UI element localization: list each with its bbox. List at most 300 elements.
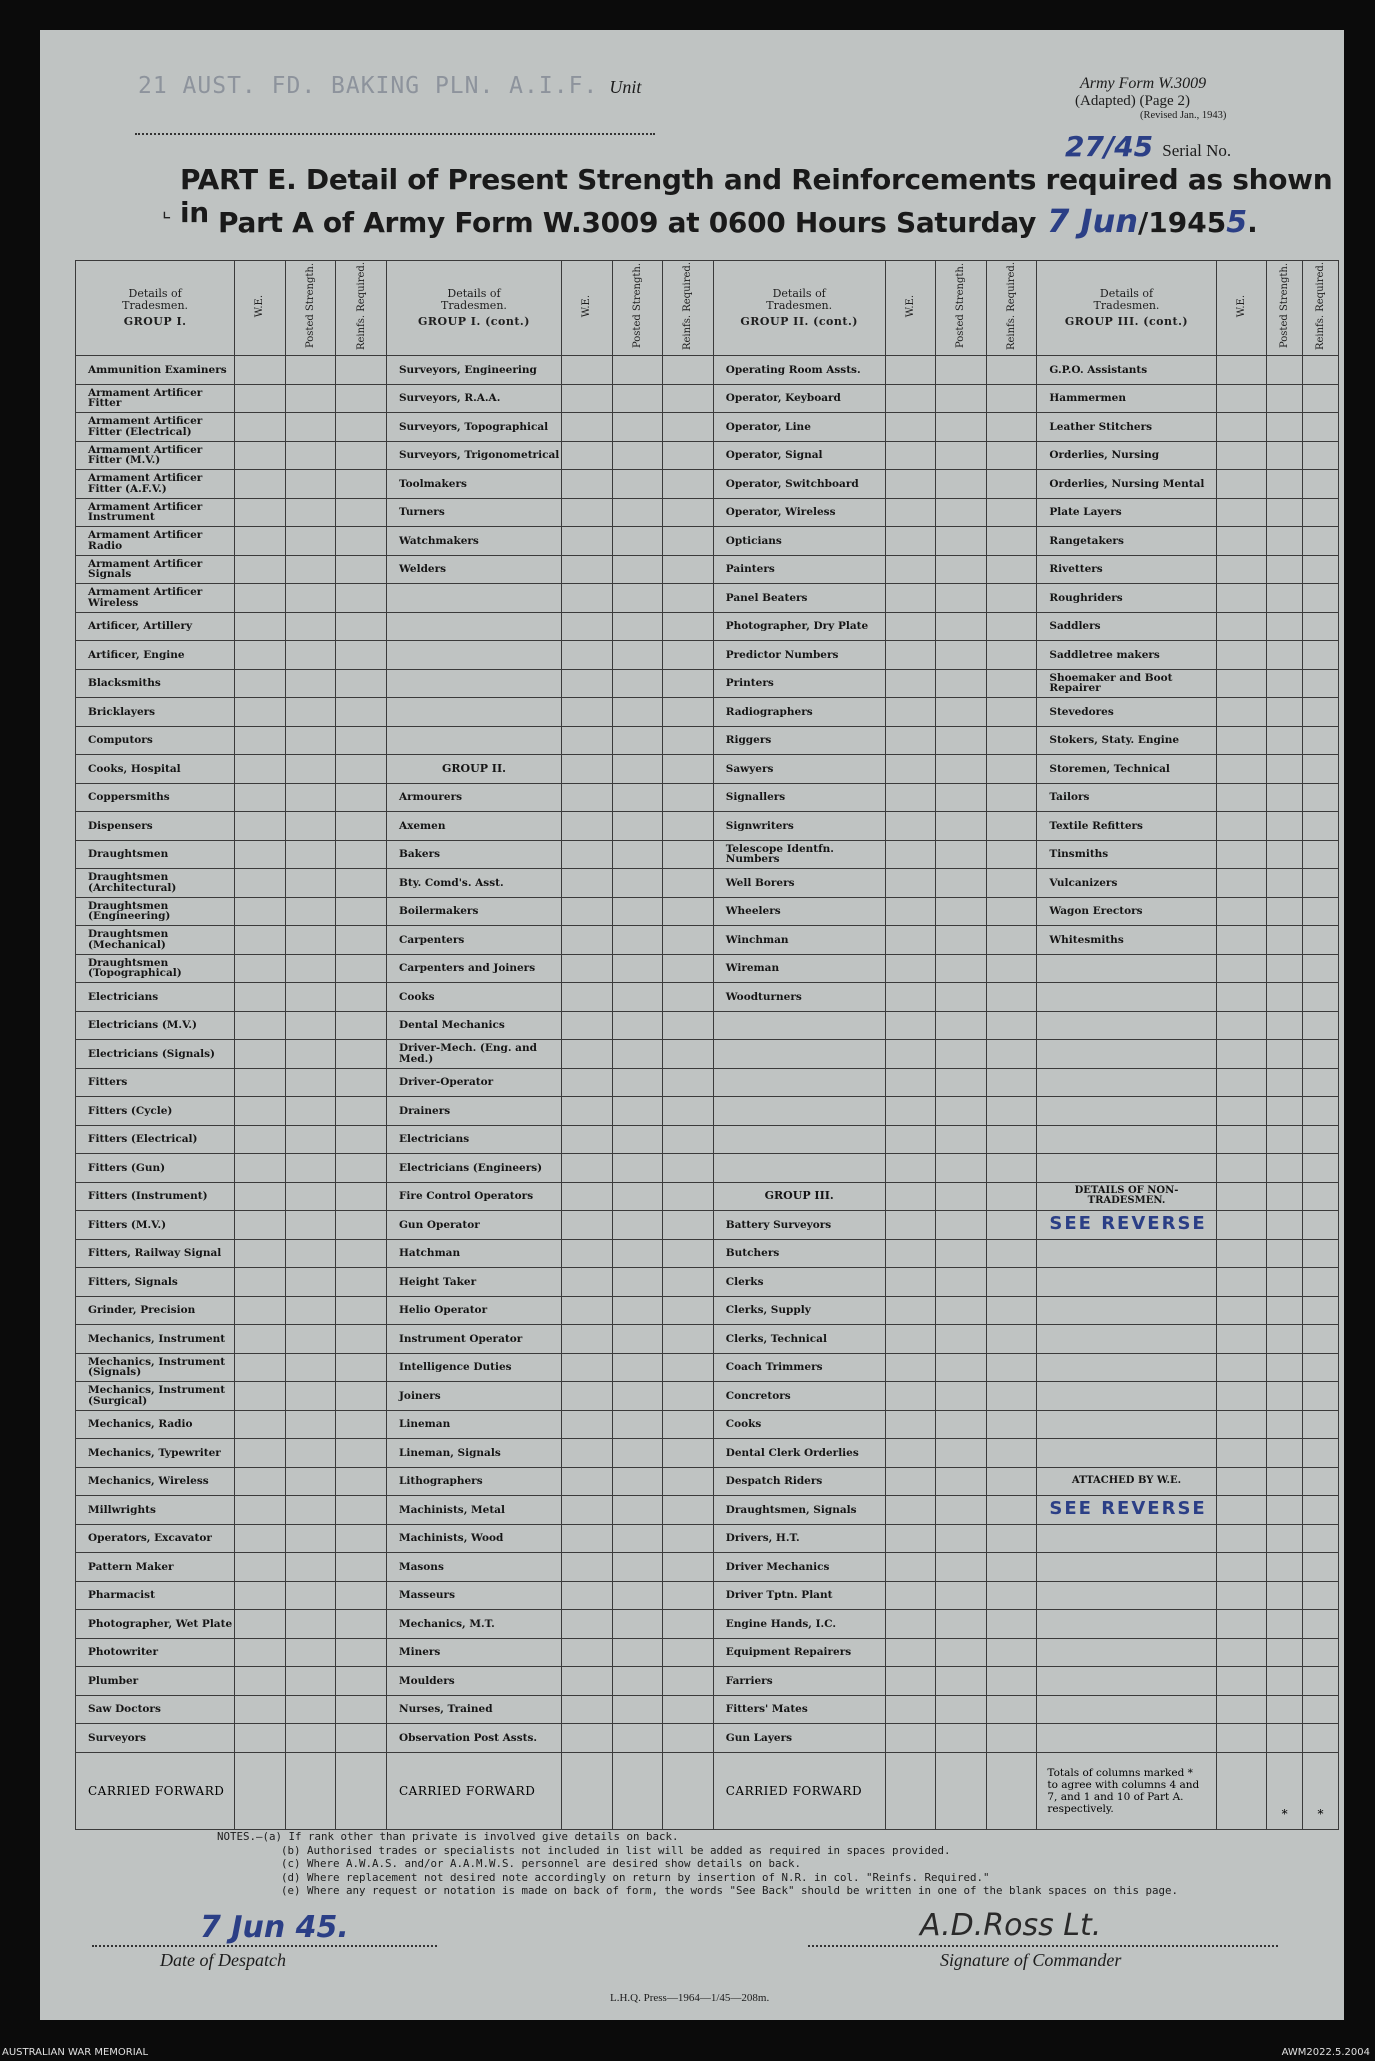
entry-cell[interactable]	[235, 612, 286, 641]
entry-cell[interactable]	[936, 1496, 987, 1525]
entry-cell[interactable]	[936, 840, 987, 869]
entry-cell[interactable]	[1216, 1097, 1267, 1126]
entry-cell[interactable]	[663, 1011, 714, 1040]
entry-cell[interactable]	[336, 1695, 387, 1724]
entry-cell[interactable]	[285, 954, 336, 983]
entry-cell[interactable]	[885, 1353, 936, 1382]
entry-cell[interactable]	[663, 413, 714, 442]
entry-cell[interactable]	[1216, 1325, 1267, 1354]
entry-cell[interactable]	[336, 470, 387, 499]
entry-cell[interactable]	[663, 1353, 714, 1382]
entry-cell[interactable]	[285, 1068, 336, 1097]
entry-cell[interactable]	[561, 755, 612, 784]
entry-cell[interactable]	[235, 1553, 286, 1582]
entry-cell[interactable]	[1303, 612, 1339, 641]
entry-cell[interactable]	[612, 1695, 663, 1724]
entry-cell[interactable]	[612, 1667, 663, 1696]
entry-cell[interactable]	[1216, 869, 1267, 898]
entry-cell[interactable]	[285, 1410, 336, 1439]
entry-cell[interactable]	[1216, 1268, 1267, 1297]
entry-cell[interactable]	[1267, 1182, 1303, 1211]
entry-cell[interactable]	[336, 726, 387, 755]
entry-cell[interactable]	[885, 1467, 936, 1496]
entry-cell[interactable]	[336, 926, 387, 955]
entry-cell[interactable]	[1267, 1724, 1303, 1753]
entry-cell[interactable]	[1216, 641, 1267, 670]
entry-cell[interactable]	[1303, 1667, 1339, 1696]
entry-cell[interactable]	[336, 641, 387, 670]
entry-cell[interactable]	[1216, 356, 1267, 385]
entry-cell[interactable]	[986, 1353, 1037, 1382]
entry-cell[interactable]	[986, 498, 1037, 527]
entry-cell[interactable]	[612, 1068, 663, 1097]
entry-cell[interactable]	[1303, 1125, 1339, 1154]
entry-cell[interactable]	[1303, 1182, 1339, 1211]
entry-cell[interactable]	[1303, 356, 1339, 385]
entry-cell[interactable]	[285, 1524, 336, 1553]
entry-cell[interactable]	[561, 1496, 612, 1525]
entry-cell[interactable]	[885, 1439, 936, 1468]
entry-cell[interactable]	[235, 1296, 286, 1325]
entry-cell[interactable]	[561, 698, 612, 727]
total-cell[interactable]	[663, 1753, 714, 1830]
entry-cell[interactable]	[336, 954, 387, 983]
entry-cell[interactable]	[663, 1296, 714, 1325]
entry-cell[interactable]	[1216, 669, 1267, 698]
entry-cell[interactable]	[1267, 1353, 1303, 1382]
entry-cell[interactable]	[1216, 812, 1267, 841]
entry-cell[interactable]	[1216, 954, 1267, 983]
entry-cell[interactable]	[1267, 897, 1303, 926]
entry-cell[interactable]	[1303, 755, 1339, 784]
entry-cell[interactable]	[612, 698, 663, 727]
entry-cell[interactable]	[663, 441, 714, 470]
entry-cell[interactable]	[561, 1581, 612, 1610]
entry-cell[interactable]	[986, 1268, 1037, 1297]
entry-cell[interactable]	[336, 1182, 387, 1211]
entry-cell[interactable]	[936, 641, 987, 670]
entry-cell[interactable]	[936, 1125, 987, 1154]
entry-cell[interactable]	[336, 1325, 387, 1354]
entry-cell[interactable]	[235, 1268, 286, 1297]
entry-cell[interactable]	[612, 584, 663, 613]
entry-cell[interactable]	[986, 470, 1037, 499]
entry-cell[interactable]	[1267, 1467, 1303, 1496]
entry-cell[interactable]	[1216, 1581, 1267, 1610]
entry-cell[interactable]	[986, 1581, 1037, 1610]
entry-cell[interactable]	[1267, 1325, 1303, 1354]
entry-cell[interactable]	[561, 897, 612, 926]
entry-cell[interactable]	[1216, 983, 1267, 1012]
entry-cell[interactable]	[1267, 1410, 1303, 1439]
entry-cell[interactable]	[336, 1638, 387, 1667]
entry-cell[interactable]	[336, 1610, 387, 1639]
entry-cell[interactable]	[612, 1239, 663, 1268]
entry-cell[interactable]	[285, 1553, 336, 1582]
entry-cell[interactable]	[235, 1182, 286, 1211]
entry-cell[interactable]	[986, 783, 1037, 812]
entry-cell[interactable]	[561, 1724, 612, 1753]
entry-cell[interactable]	[1303, 897, 1339, 926]
entry-cell[interactable]	[285, 1125, 336, 1154]
entry-cell[interactable]	[663, 812, 714, 841]
entry-cell[interactable]	[612, 1154, 663, 1183]
entry-cell[interactable]	[235, 1638, 286, 1667]
entry-cell[interactable]	[336, 555, 387, 584]
entry-cell[interactable]	[612, 356, 663, 385]
entry-cell[interactable]	[285, 1268, 336, 1297]
entry-cell[interactable]	[1303, 1553, 1339, 1582]
entry-cell[interactable]	[885, 1211, 936, 1240]
entry-cell[interactable]	[1216, 783, 1267, 812]
entry-cell[interactable]	[336, 1296, 387, 1325]
entry-cell[interactable]	[936, 555, 987, 584]
entry-cell[interactable]	[1216, 1439, 1267, 1468]
entry-cell[interactable]	[1216, 1239, 1267, 1268]
entry-cell[interactable]	[1303, 1239, 1339, 1268]
entry-cell[interactable]	[1303, 1353, 1339, 1382]
entry-cell[interactable]	[986, 812, 1037, 841]
entry-cell[interactable]	[885, 1097, 936, 1126]
entry-cell[interactable]	[1303, 1724, 1339, 1753]
total-cell[interactable]	[986, 1753, 1037, 1830]
entry-cell[interactable]	[663, 983, 714, 1012]
entry-cell[interactable]	[285, 1382, 336, 1411]
entry-cell[interactable]	[612, 1182, 663, 1211]
entry-cell[interactable]	[336, 755, 387, 784]
entry-cell[interactable]	[1303, 1154, 1339, 1183]
entry-cell[interactable]	[1267, 926, 1303, 955]
entry-cell[interactable]	[986, 1467, 1037, 1496]
entry-cell[interactable]	[663, 726, 714, 755]
entry-cell[interactable]	[1267, 1439, 1303, 1468]
entry-cell[interactable]	[1303, 1695, 1339, 1724]
entry-cell[interactable]	[561, 1182, 612, 1211]
entry-cell[interactable]	[936, 1382, 987, 1411]
entry-cell[interactable]	[235, 698, 286, 727]
entry-cell[interactable]	[336, 1724, 387, 1753]
entry-cell[interactable]	[1267, 498, 1303, 527]
entry-cell[interactable]	[885, 1581, 936, 1610]
entry-cell[interactable]	[561, 1268, 612, 1297]
entry-cell[interactable]	[1303, 1410, 1339, 1439]
entry-cell[interactable]	[1216, 1638, 1267, 1667]
entry-cell[interactable]	[885, 555, 936, 584]
entry-cell[interactable]	[1303, 470, 1339, 499]
entry-cell[interactable]	[1216, 1524, 1267, 1553]
entry-cell[interactable]	[663, 1524, 714, 1553]
entry-cell[interactable]	[885, 954, 936, 983]
entry-cell[interactable]	[885, 413, 936, 442]
entry-cell[interactable]	[1267, 1239, 1303, 1268]
entry-cell[interactable]	[336, 983, 387, 1012]
entry-cell[interactable]	[285, 983, 336, 1012]
entry-cell[interactable]	[612, 1011, 663, 1040]
entry-cell[interactable]	[235, 1068, 286, 1097]
entry-cell[interactable]	[285, 1439, 336, 1468]
entry-cell[interactable]	[235, 413, 286, 442]
entry-cell[interactable]	[1303, 669, 1339, 698]
entry-cell[interactable]	[1267, 612, 1303, 641]
entry-cell[interactable]	[1216, 1724, 1267, 1753]
entry-cell[interactable]	[663, 1382, 714, 1411]
entry-cell[interactable]	[885, 1382, 936, 1411]
entry-cell[interactable]	[1216, 1011, 1267, 1040]
entry-cell[interactable]	[1267, 1382, 1303, 1411]
entry-cell[interactable]	[986, 698, 1037, 727]
entry-cell[interactable]	[612, 384, 663, 413]
entry-cell[interactable]	[936, 1182, 987, 1211]
entry-cell[interactable]	[1216, 1467, 1267, 1496]
entry-cell[interactable]	[285, 1610, 336, 1639]
entry-cell[interactable]	[561, 869, 612, 898]
entry-cell[interactable]	[336, 1097, 387, 1126]
entry-cell[interactable]	[612, 983, 663, 1012]
entry-cell[interactable]	[612, 1040, 663, 1069]
entry-cell[interactable]	[1267, 812, 1303, 841]
entry-cell[interactable]	[336, 840, 387, 869]
entry-cell[interactable]	[1303, 1268, 1339, 1297]
entry-cell[interactable]	[285, 1154, 336, 1183]
entry-cell[interactable]	[235, 812, 286, 841]
entry-cell[interactable]	[986, 926, 1037, 955]
entry-cell[interactable]	[235, 384, 286, 413]
entry-cell[interactable]	[663, 555, 714, 584]
entry-cell[interactable]	[1216, 1182, 1267, 1211]
entry-cell[interactable]	[612, 1553, 663, 1582]
entry-cell[interactable]	[1216, 698, 1267, 727]
entry-cell[interactable]	[235, 954, 286, 983]
entry-cell[interactable]	[885, 527, 936, 556]
entry-cell[interactable]	[561, 1439, 612, 1468]
entry-cell[interactable]	[1303, 413, 1339, 442]
entry-cell[interactable]	[663, 840, 714, 869]
entry-cell[interactable]	[663, 1638, 714, 1667]
entry-cell[interactable]	[885, 384, 936, 413]
entry-cell[interactable]	[235, 926, 286, 955]
entry-cell[interactable]	[1303, 1496, 1339, 1525]
entry-cell[interactable]	[936, 1439, 987, 1468]
entry-cell[interactable]	[561, 1125, 612, 1154]
entry-cell[interactable]	[663, 470, 714, 499]
entry-cell[interactable]	[1303, 584, 1339, 613]
entry-cell[interactable]	[885, 1695, 936, 1724]
entry-cell[interactable]	[612, 1638, 663, 1667]
entry-cell[interactable]	[885, 897, 936, 926]
entry-cell[interactable]	[1303, 1638, 1339, 1667]
entry-cell[interactable]	[1303, 1382, 1339, 1411]
entry-cell[interactable]	[1303, 698, 1339, 727]
entry-cell[interactable]	[561, 1524, 612, 1553]
entry-cell[interactable]	[1216, 498, 1267, 527]
entry-cell[interactable]	[235, 1211, 286, 1240]
entry-cell[interactable]	[936, 498, 987, 527]
entry-cell[interactable]	[285, 726, 336, 755]
entry-cell[interactable]	[561, 1610, 612, 1639]
entry-cell[interactable]	[885, 983, 936, 1012]
entry-cell[interactable]	[612, 840, 663, 869]
entry-cell[interactable]	[936, 1097, 987, 1126]
entry-cell[interactable]	[612, 441, 663, 470]
entry-cell[interactable]	[285, 1097, 336, 1126]
entry-cell[interactable]	[1267, 698, 1303, 727]
entry-cell[interactable]	[936, 1325, 987, 1354]
entry-cell[interactable]	[1216, 527, 1267, 556]
entry-cell[interactable]	[663, 1439, 714, 1468]
entry-cell[interactable]	[336, 1268, 387, 1297]
entry-cell[interactable]	[1303, 1325, 1339, 1354]
entry-cell[interactable]	[235, 1439, 286, 1468]
entry-cell[interactable]	[235, 755, 286, 784]
entry-cell[interactable]	[235, 527, 286, 556]
total-cell[interactable]	[235, 1753, 286, 1830]
entry-cell[interactable]	[1216, 1353, 1267, 1382]
entry-cell[interactable]	[285, 527, 336, 556]
entry-cell[interactable]	[1267, 1040, 1303, 1069]
entry-cell[interactable]	[1216, 1667, 1267, 1696]
entry-cell[interactable]	[561, 1695, 612, 1724]
entry-cell[interactable]	[1267, 669, 1303, 698]
entry-cell[interactable]	[663, 1154, 714, 1183]
entry-cell[interactable]	[986, 384, 1037, 413]
entry-cell[interactable]	[663, 1068, 714, 1097]
entry-cell[interactable]	[235, 1610, 286, 1639]
entry-cell[interactable]	[1267, 1154, 1303, 1183]
entry-cell[interactable]	[336, 1068, 387, 1097]
entry-cell[interactable]	[561, 1154, 612, 1183]
entry-cell[interactable]	[285, 783, 336, 812]
entry-cell[interactable]	[885, 1182, 936, 1211]
entry-cell[interactable]	[285, 755, 336, 784]
entry-cell[interactable]	[986, 1040, 1037, 1069]
entry-cell[interactable]	[986, 1524, 1037, 1553]
entry-cell[interactable]	[285, 641, 336, 670]
entry-cell[interactable]	[1303, 555, 1339, 584]
entry-cell[interactable]	[986, 983, 1037, 1012]
entry-cell[interactable]	[986, 897, 1037, 926]
entry-cell[interactable]	[612, 641, 663, 670]
entry-cell[interactable]	[885, 669, 936, 698]
entry-cell[interactable]	[612, 1325, 663, 1354]
entry-cell[interactable]	[663, 1610, 714, 1639]
entry-cell[interactable]	[885, 812, 936, 841]
entry-cell[interactable]	[336, 584, 387, 613]
entry-cell[interactable]	[1267, 840, 1303, 869]
entry-cell[interactable]	[936, 1011, 987, 1040]
entry-cell[interactable]	[1267, 413, 1303, 442]
entry-cell[interactable]	[336, 612, 387, 641]
entry-cell[interactable]	[885, 1553, 936, 1582]
entry-cell[interactable]	[936, 755, 987, 784]
entry-cell[interactable]	[285, 612, 336, 641]
entry-cell[interactable]	[561, 1553, 612, 1582]
entry-cell[interactable]	[285, 413, 336, 442]
entry-cell[interactable]	[1303, 983, 1339, 1012]
entry-cell[interactable]	[235, 356, 286, 385]
entry-cell[interactable]	[285, 897, 336, 926]
entry-cell[interactable]	[885, 783, 936, 812]
entry-cell[interactable]	[936, 1353, 987, 1382]
entry-cell[interactable]	[1303, 1040, 1339, 1069]
entry-cell[interactable]	[612, 812, 663, 841]
entry-cell[interactable]	[986, 1638, 1037, 1667]
entry-cell[interactable]	[612, 869, 663, 898]
entry-cell[interactable]	[612, 1353, 663, 1382]
entry-cell[interactable]	[1303, 384, 1339, 413]
entry-cell[interactable]	[612, 470, 663, 499]
entry-cell[interactable]	[336, 1524, 387, 1553]
entry-cell[interactable]	[561, 1211, 612, 1240]
entry-cell[interactable]	[1216, 840, 1267, 869]
entry-cell[interactable]	[285, 584, 336, 613]
entry-cell[interactable]	[936, 1467, 987, 1496]
entry-cell[interactable]	[663, 755, 714, 784]
entry-cell[interactable]	[663, 356, 714, 385]
entry-cell[interactable]	[936, 1724, 987, 1753]
entry-cell[interactable]	[1216, 612, 1267, 641]
entry-cell[interactable]	[1267, 1268, 1303, 1297]
entry-cell[interactable]	[336, 1581, 387, 1610]
entry-cell[interactable]	[885, 1638, 936, 1667]
entry-cell[interactable]	[235, 441, 286, 470]
entry-cell[interactable]	[663, 584, 714, 613]
entry-cell[interactable]	[612, 413, 663, 442]
entry-cell[interactable]	[936, 783, 987, 812]
entry-cell[interactable]	[336, 1496, 387, 1525]
entry-cell[interactable]	[986, 954, 1037, 983]
entry-cell[interactable]	[936, 1667, 987, 1696]
entry-cell[interactable]	[561, 840, 612, 869]
entry-cell[interactable]	[936, 954, 987, 983]
entry-cell[interactable]	[235, 1410, 286, 1439]
entry-cell[interactable]	[235, 1040, 286, 1069]
entry-cell[interactable]	[663, 926, 714, 955]
entry-cell[interactable]	[612, 1211, 663, 1240]
entry-cell[interactable]	[285, 1182, 336, 1211]
entry-cell[interactable]	[1267, 1695, 1303, 1724]
entry-cell[interactable]	[885, 1524, 936, 1553]
entry-cell[interactable]	[986, 1239, 1037, 1268]
entry-cell[interactable]	[561, 783, 612, 812]
entry-cell[interactable]	[612, 954, 663, 983]
entry-cell[interactable]	[1303, 1296, 1339, 1325]
entry-cell[interactable]	[885, 1325, 936, 1354]
entry-cell[interactable]	[936, 1695, 987, 1724]
entry-cell[interactable]	[1216, 1040, 1267, 1069]
entry-cell[interactable]	[986, 1068, 1037, 1097]
entry-cell[interactable]	[885, 470, 936, 499]
entry-cell[interactable]	[885, 1040, 936, 1069]
entry-cell[interactable]	[1267, 1496, 1303, 1525]
entry-cell[interactable]	[986, 413, 1037, 442]
entry-cell[interactable]	[336, 1011, 387, 1040]
entry-cell[interactable]	[1267, 1638, 1303, 1667]
entry-cell[interactable]	[885, 698, 936, 727]
entry-cell[interactable]	[235, 1154, 286, 1183]
entry-cell[interactable]	[561, 612, 612, 641]
entry-cell[interactable]	[885, 356, 936, 385]
entry-cell[interactable]	[235, 897, 286, 926]
entry-cell[interactable]	[1267, 527, 1303, 556]
entry-cell[interactable]	[885, 1125, 936, 1154]
entry-cell[interactable]	[986, 1382, 1037, 1411]
entry-cell[interactable]	[1303, 954, 1339, 983]
entry-cell[interactable]	[561, 441, 612, 470]
entry-cell[interactable]	[336, 1382, 387, 1411]
entry-cell[interactable]	[1303, 441, 1339, 470]
entry-cell[interactable]	[285, 470, 336, 499]
entry-cell[interactable]	[612, 1610, 663, 1639]
